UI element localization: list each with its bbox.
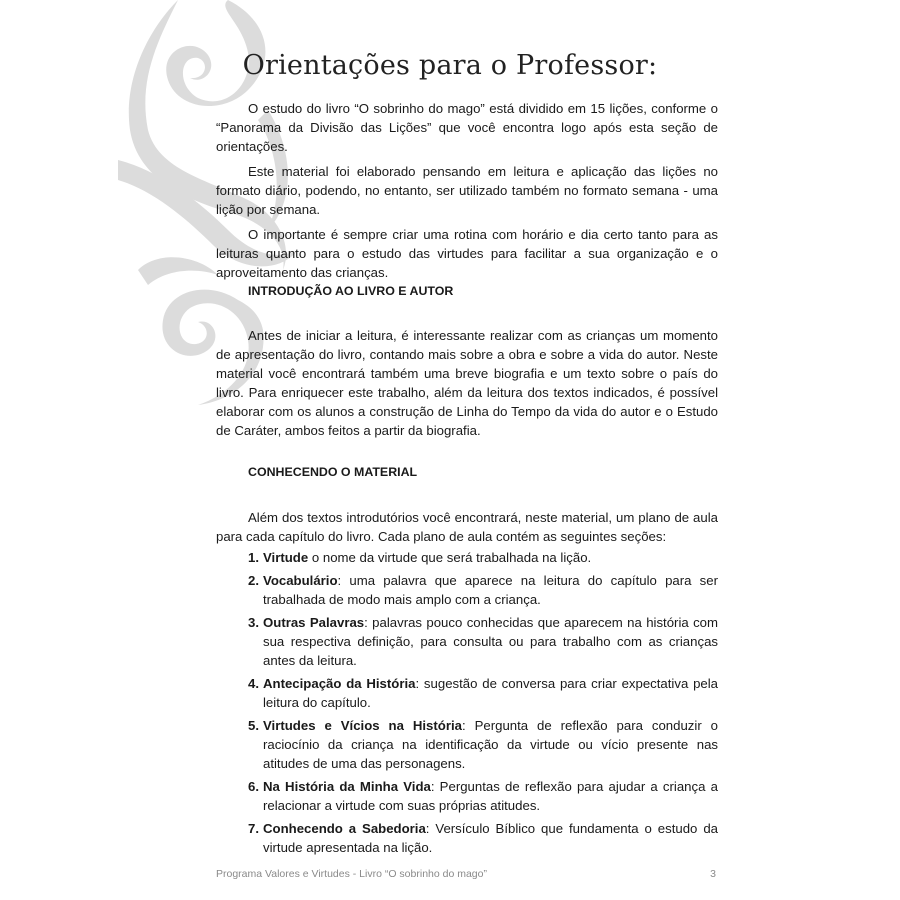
list-item: 4. Antecipação da História: sugestão de conversa para criar expectativa pela leitura do capítulo. — [248, 676, 719, 710]
conhecendo-section — [216, 508, 718, 861]
item-term: Vocabulário — [263, 573, 338, 588]
list-item: 1. Virtude o nome da virtude que será trabalhada na lição. — [248, 550, 592, 565]
item-term: Na História da Minha Vida — [263, 779, 431, 794]
item-desc: : Pergunta de reflexão para conduzir o raciocínio da criança na identificação da virtude ou vício presente nas atitudes de uma das personagens. — [263, 718, 718, 771]
item-desc: : sugestão de conversa para criar expectativa pela leitura do capítulo. — [263, 676, 719, 710]
list-item: 3. Outras Palavras: palavras pouco conhecidas que aparecem na história com sua respectiva definição, para consulta ou para trabalho com as crianças antes da leitura. — [248, 615, 718, 668]
item-term: Conhecendo a Sabedoria — [263, 821, 426, 836]
item-desc: : Versículo Bíblico que fundamenta o estudo da virtude apresentada na lição. — [263, 821, 718, 855]
page-footer — [216, 868, 718, 880]
section-heading-introducao: INTRODUÇÃO AO LIVRO E AUTOR — [248, 284, 454, 298]
lesson-sections-list — [216, 548, 718, 857]
item-desc: : palavras pouco conhecidas que aparecem na história com sua respectiva definição, para consulta ou para trabalho com as crianças antes da leitura. — [263, 615, 718, 668]
list-item: 5. Virtudes e Vícios na História: Pergunta de reflexão para conduzir o raciocínio da criança na identificação da virtude ou vício presente nas atitudes de uma das personagens. — [248, 718, 718, 771]
page-number: 3 — [710, 868, 716, 880]
intro-paragraph: Este material foi elaborado pensando em leitura e aplicação das lições no formato diário, podendo, no entanto, ser utilizado também no formato semana - uma lição por semana. — [216, 164, 718, 217]
item-desc: o nome da virtude que será trabalhada na lição. — [308, 550, 592, 565]
introducao-paragraph: Antes de iniciar a leitura, é interessante realizar com as crianças um momento de apresentação do livro, contando mais sobre a obra e sobre a vida do autor. Neste material você encontrará também uma breve biografia e um texto sobre o país do livro. Para enriquecer este trabalho, além da leitura dos textos indicados, é possível elaborar com os alunos a construção de Linha do Tempo da vida do autor e o Estudo de Caráter, ambos feitos a partir da biografia. — [216, 328, 718, 438]
page-title: Orientações para o Professor: — [242, 50, 658, 81]
item-desc: : Perguntas de reflexão para ajudar a criança a relacionar a virtude com suas próprias atitudes. — [263, 779, 718, 813]
conhecendo-paragraph: Além dos textos introdutórios você encontrará, neste material, um plano de aula para cada capítulo do livro. Cada plano de aula contém as seguintes seções: — [216, 510, 718, 544]
intro-paragraph: O importante é sempre criar uma rotina com horário e dia certo tanto para as leituras quanto para o estudo das virtudes para facilitar a sua organização e o aproveitamento das crianças. — [216, 227, 718, 280]
item-term: Virtude — [263, 550, 309, 565]
list-item: 6. Na História da Minha Vida: Perguntas de reflexão para ajudar a criança a relacionar a virtude com suas próprias atitudes. — [248, 779, 718, 813]
item-term: Virtudes e Vícios na História — [263, 718, 462, 733]
intro-paragraph: O estudo do livro “O sobrinho do mago” está dividido em 15 lições, conforme o “Panorama da Divisão das Lições” que você encontra logo após esta seção de orientações. — [216, 101, 718, 154]
item-term: Outras Palavras — [263, 615, 365, 630]
item-term: Antecipação da História — [263, 676, 416, 691]
footer-text: Programa Valores e Virtudes - Livro “O sobrinho do mago” — [216, 868, 487, 880]
section-heading-conhecendo: CONHECENDO O MATERIAL — [248, 465, 418, 479]
intro-section — [216, 99, 718, 288]
list-item: 7. Conhecendo a Sabedoria: Versículo Bíblico que fundamenta o estudo da virtude apresentada na lição. — [248, 821, 718, 855]
item-desc: : uma palavra que aparece na leitura do capítulo para ser trabalhada de modo mais amplo com a criança. — [263, 573, 718, 607]
introducao-section — [216, 326, 718, 446]
list-item: 2. Vocabulário: uma palavra que aparece na leitura do capítulo para ser trabalhada de modo mais amplo com a criança. — [248, 573, 718, 607]
